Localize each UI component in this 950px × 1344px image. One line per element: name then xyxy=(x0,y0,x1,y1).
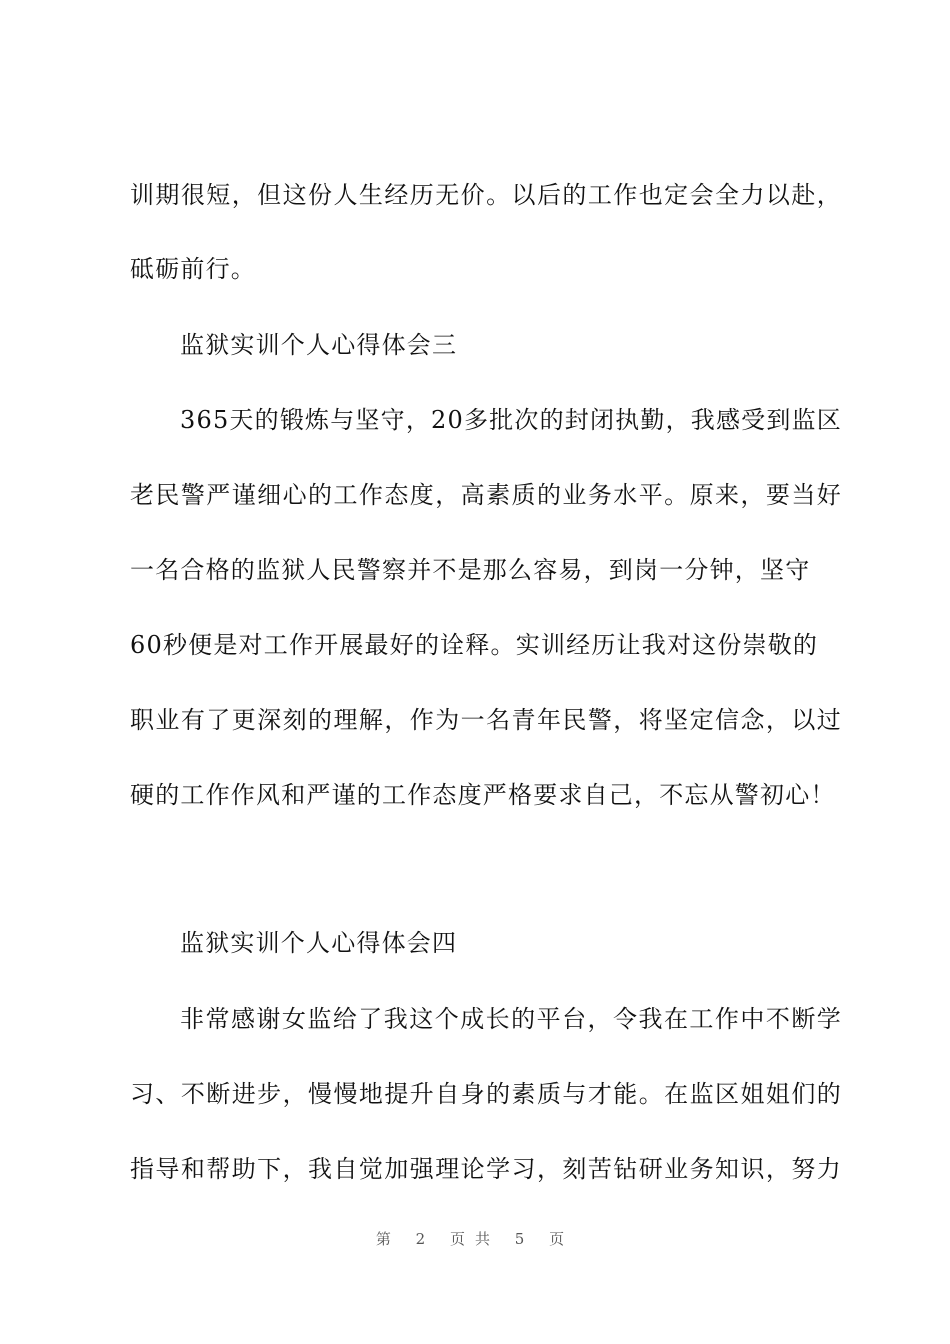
paragraph-line: 指导和帮助下，我自觉加强理论学习，刻苦钻研业务知识，努力 xyxy=(130,1155,842,1183)
page-number-footer: 第 2 页共 5 页 xyxy=(375,1230,575,1248)
section-heading: 监狱实训个人心得体会四 xyxy=(180,929,458,957)
paragraph-line: 职业有了更深刻的理解，作为一名青年民警，将坚定信念，以过 xyxy=(130,706,842,734)
paragraph-line: 60秒便是对工作开展最好的诠释。实训经历让我对这份崇敬的 xyxy=(130,631,819,659)
paragraph-line: 训期很短，但这份人生经历无价。以后的工作也定会全力以赴， xyxy=(130,181,842,209)
paragraph-line: 老民警严谨细心的工作态度，高素质的业务水平。原来，要当好 xyxy=(130,481,842,509)
paragraph-line: 365天的锻炼与坚守，20多批次的封闭执勤，我感受到监区 xyxy=(180,406,842,434)
paragraph-line: 砥砺前行。 xyxy=(130,255,256,283)
section-heading: 监狱实训个人心得体会三 xyxy=(180,331,458,359)
paragraph-line: 硬的工作作风和严谨的工作态度严格要求自己，不忘从警初心！ xyxy=(130,781,836,809)
paragraph-line: 习、不断进步，慢慢地提升自身的素质与才能。在监区姐姐们的 xyxy=(130,1080,842,1108)
paragraph-line: 一名合格的监狱人民警察并不是那么容易，到岗一分钟，坚守 xyxy=(130,556,811,584)
paragraph-line: 非常感谢女监给了我这个成长的平台，令我在工作中不断学 xyxy=(180,1005,842,1033)
